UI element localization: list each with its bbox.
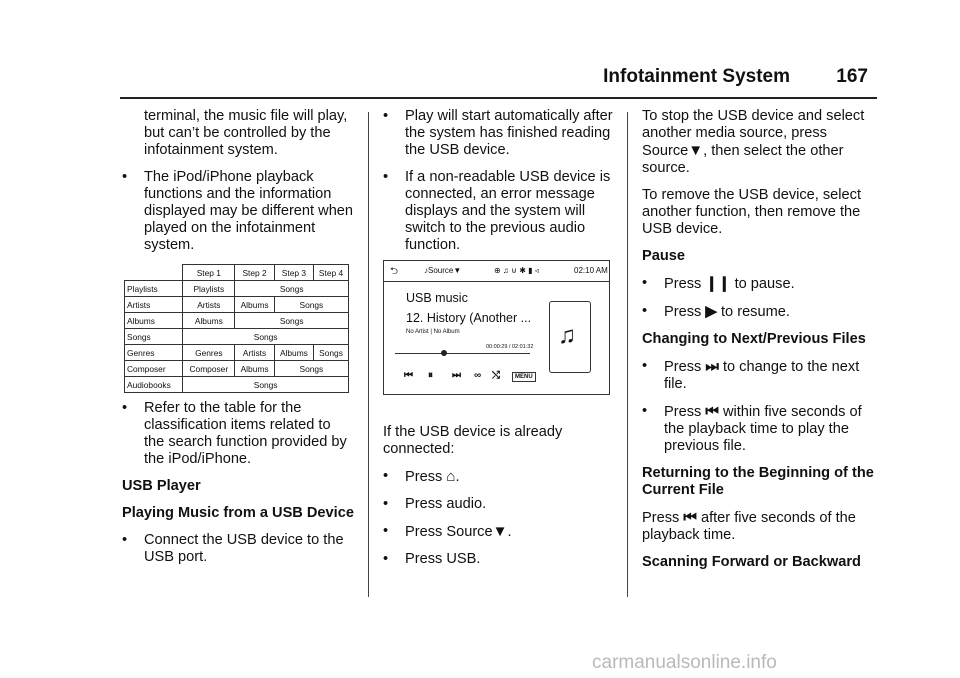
- bullet-text: Press: [405, 469, 443, 485]
- next-track-icon: ⏭: [705, 358, 719, 375]
- table-cell: Artists: [125, 297, 183, 313]
- bullet-text: Press: [664, 404, 702, 420]
- bullet-item: • Press ⌂.: [383, 468, 460, 485]
- source-arrow-icon: ▼: [688, 142, 704, 159]
- table-cell: Songs: [314, 345, 349, 361]
- page-header-title: Infotainment System: [603, 66, 790, 87]
- bullet-item: [383, 108, 615, 159]
- table-cell: Songs: [125, 329, 183, 345]
- status-icons: ⊕ ♫ ⊍ ✱ ▮ ◃: [494, 266, 539, 275]
- paragraph-text: , then select the other source.: [642, 143, 844, 176]
- play-icon: ▶: [705, 303, 717, 320]
- paragraph: If the USB device is already connected:: [383, 424, 563, 457]
- bullet-icon: •: [642, 403, 648, 419]
- table-cell: Albums: [183, 313, 235, 329]
- bullet-text: Press audio.: [405, 496, 487, 512]
- table-cell: Composer: [125, 361, 183, 377]
- table-cell: Albums: [235, 361, 274, 377]
- bullet-icon: •: [383, 551, 389, 567]
- watermark: carmanualsonline.info: [592, 652, 777, 673]
- bullet-icon: •: [383, 169, 389, 185]
- bullet-text: within five seconds of the playback time to play the previous file.: [664, 404, 862, 454]
- next-icon: ⏭: [452, 370, 461, 381]
- column-divider-1: [368, 112, 369, 597]
- source-button: ♪Source▼: [424, 266, 462, 275]
- table-header-cell: Step 1: [183, 265, 235, 281]
- column-divider-2: [627, 112, 628, 597]
- paragraph: To remove the USB device, select another function, then remove the USB device.: [642, 187, 862, 237]
- table-cell: Songs: [235, 281, 349, 297]
- bullet-icon: •: [383, 496, 389, 512]
- table-cell: Albums: [125, 313, 183, 329]
- bullet-text: Press: [664, 304, 702, 320]
- pause-icon: ❙❙: [705, 275, 731, 292]
- paragraph-text: Press: [642, 510, 680, 526]
- bullet-item: [642, 403, 874, 455]
- bullet-icon: •: [383, 468, 389, 484]
- bullet-item: • Press Source▼.: [383, 523, 512, 540]
- bullet-item: [383, 496, 615, 513]
- music-note-icon: ♫: [558, 322, 576, 349]
- table-cell: Genres: [125, 345, 183, 361]
- source-arrow-icon: ▼: [492, 523, 508, 540]
- usb-music-screen: [383, 260, 610, 395]
- table-cell: Playlists: [125, 281, 183, 297]
- album-art: [549, 301, 591, 373]
- bullet-item: [122, 169, 354, 254]
- section-heading: Playing Music from a USB Device: [122, 505, 354, 521]
- bullet-text: to resume.: [720, 304, 790, 320]
- table-corner-cell: [125, 265, 183, 281]
- table-row: [125, 297, 349, 313]
- previous-track-icon: ⏮: [705, 403, 719, 420]
- paragraph-text: after five seconds of the playback time.: [642, 510, 856, 543]
- paragraph-text: Source: [642, 143, 689, 159]
- table-cell: Songs: [274, 361, 348, 377]
- table-cell: Songs: [235, 313, 349, 329]
- bullet-item: [122, 532, 354, 566]
- table-cell: Genres: [183, 345, 235, 361]
- table-row: [125, 361, 349, 377]
- section-heading: Changing to Next/Previous Files: [642, 331, 866, 347]
- search-classification-table: [124, 264, 349, 393]
- progress-bar: [395, 353, 530, 354]
- table-header-cell: Step 2: [235, 265, 274, 281]
- section-heading: Scanning Forward or Backward: [642, 554, 861, 570]
- table-cell: Albums: [274, 345, 313, 361]
- bullet-item: [383, 169, 615, 254]
- page-number: 167: [836, 66, 868, 87]
- shuffle-icon: ⤭: [492, 370, 500, 381]
- bullet-icon: •: [642, 303, 648, 319]
- table-cell: Songs: [183, 329, 349, 345]
- paragraph: [642, 509, 874, 544]
- bullet-icon: •: [122, 400, 128, 416]
- progress-knob: [441, 350, 447, 356]
- section-heading: Returning to the Beginning of the Current File: [642, 465, 874, 498]
- bullet-item: [642, 358, 874, 393]
- repeat-icon: ∞: [474, 370, 482, 381]
- bullet-text: Press USB.: [405, 551, 481, 567]
- bullet-item: [122, 400, 354, 468]
- artist-album: No Artist | No Album: [406, 329, 460, 335]
- previous-icon: ⏮: [404, 370, 413, 381]
- table-row: [125, 377, 349, 393]
- header-rule: [120, 97, 877, 99]
- bullet-icon: •: [642, 275, 648, 291]
- table-header-cell: Step 3: [274, 265, 313, 281]
- table-cell: Albums: [235, 297, 274, 313]
- bullet-icon: •: [383, 523, 389, 539]
- bullet-icon: •: [642, 358, 648, 374]
- song-title: 12. History (Another ...: [406, 311, 532, 325]
- track-time: 00:00:29 / 02:01:32: [486, 344, 534, 350]
- table-row: [125, 345, 349, 361]
- bullet-text: Refer to the table for the classification items related to the search function provided by the iPod/iPhone.: [144, 400, 347, 467]
- menu-button: MENU: [512, 372, 536, 382]
- back-icon: ⮌: [390, 266, 399, 277]
- bullet-text: Press Source: [405, 524, 493, 540]
- table-cell: Playlists: [183, 281, 235, 297]
- table-row: [125, 329, 349, 345]
- bullet-text: Connect the USB device to the USB port.: [144, 532, 344, 565]
- bullet-item: [642, 275, 874, 293]
- bullet-text: Press: [664, 359, 702, 375]
- column-3: [642, 108, 874, 581]
- table-header-row: [125, 265, 349, 281]
- table-row: [125, 281, 349, 297]
- bullet-text: Play will start automatically after the system has finished reading the USB device.: [405, 108, 613, 158]
- bullet-icon: •: [122, 532, 128, 548]
- paragraph: terminal, the music file will play, but can’t be controlled by the infotainment system.: [144, 108, 348, 158]
- table-cell: Artists: [183, 297, 235, 313]
- bullet-text: Press: [664, 276, 702, 292]
- bullet-text: If a non-readable USB device is connected, an error message displays and the system will switch to the previous audio function.: [405, 169, 611, 253]
- paragraph-text: To stop the USB device and select another media source, press: [642, 108, 865, 141]
- home-icon: ⌂: [446, 468, 456, 485]
- bullet-text: to pause.: [734, 276, 795, 292]
- bullet-icon: •: [383, 108, 389, 124]
- table-row: [125, 313, 349, 329]
- table-cell: Artists: [235, 345, 274, 361]
- bullet-item: [642, 303, 874, 321]
- paragraph: [642, 108, 874, 177]
- clock: 02:10 AM: [574, 266, 608, 275]
- table-header-cell: Step 4: [314, 265, 349, 281]
- pause-icon: ⏸: [428, 370, 433, 381]
- bullet-icon: •: [122, 169, 128, 185]
- table-cell: Songs: [183, 377, 349, 393]
- table-cell: Audiobooks: [125, 377, 183, 393]
- table-cell: Composer: [183, 361, 235, 377]
- bullet-text: to change to the next file.: [664, 359, 860, 392]
- section-heading: Pause: [642, 248, 685, 264]
- table-cell: Songs: [274, 297, 348, 313]
- section-heading: USB Player: [122, 478, 201, 494]
- bullet-text: The iPod/iPhone playback functions and the information displayed may be different when played on the infotainment system.: [144, 169, 354, 253]
- bullet-item: [383, 551, 615, 568]
- screen-title: USB music: [406, 291, 468, 305]
- screen-top-bar: [384, 261, 609, 282]
- previous-track-icon: ⏮: [683, 509, 697, 526]
